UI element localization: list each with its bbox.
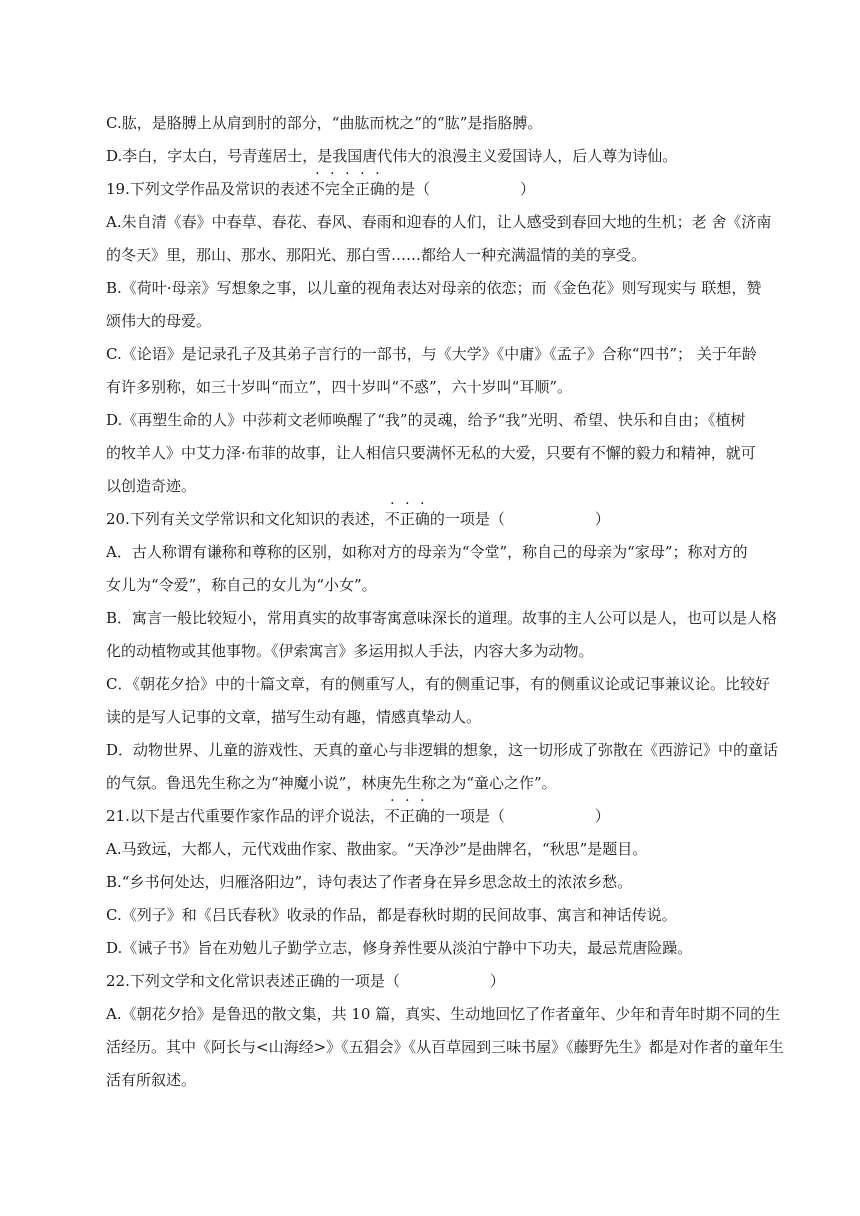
- option-b-line-1: B．寓言一般比较短小，常用真实的故事寄寓意味深长的道理。故事的主人公可以是人，也可以是人格: [106, 609, 778, 627]
- option-d-line-2: 的气氛。鲁迅先生称之为“神魔小说”，林庚先生称之为“童心之作”。: [106, 774, 557, 792]
- emphasis-dot-char: 正: [399, 510, 415, 528]
- close-paren: ）: [594, 510, 610, 528]
- question-stem: 22.下列文学和文化常识表述正确的一项是（: [106, 972, 400, 990]
- option-b-line-2: 颂伟大的母爱。: [106, 312, 212, 330]
- close-paren: ）: [594, 807, 610, 825]
- close-paren: ）: [489, 972, 505, 990]
- option-a-line-2: 活经历。其中《阿长与<山海经>》《五猖会》《从百草园到三味书屋》《藤野先生》都是对作者的童年生: [106, 1038, 784, 1056]
- option-a-line-1: A．古人称谓有谦称和尊称的区别，如称对方的母亲为“令堂”，称自己的母亲为“家母”；称对方的: [106, 543, 748, 561]
- option-d: D.《诫子书》旨在劝勉儿子勤学立志，修身养性要从淡泊宁静中下功夫，最忌荒唐险躁。: [106, 939, 693, 957]
- emphasis-dot-char: 正: [399, 807, 415, 825]
- question-stem: 20.下列有关文学常识和文化知识的表述，: [106, 510, 385, 528]
- question-stem-end: 的一项是（: [429, 510, 505, 528]
- option-d-line-2: 的牧羊人》中艾力泽·布菲的故事，让人相信只要满怀无私的大爱，只要有不懈的毅力和精神，就可: [106, 444, 756, 462]
- option-b-line-2: 化的动植物或其他事物。《伊索寓言》多运用拟人手法，内容大多为动物。: [106, 642, 594, 660]
- emphasis-dot-char: 不: [384, 510, 400, 528]
- question-19: [106, 178, 786, 200]
- question-stem: 21.以下是古代重要作家作品的评介说法，: [106, 807, 385, 825]
- option-b: B.“乡书何处达，归雁洛阳边”，诗句表达了作者身在异乡思念故土的浓浓乡愁。: [106, 873, 633, 891]
- question-20: [106, 508, 786, 530]
- emphasis-dot-char: 不: [309, 180, 325, 198]
- emphasized-word: [385, 807, 430, 825]
- question-stem: 19.下列文学作品及常识的表述: [106, 180, 310, 198]
- option-c: C.《列子》和《吕氏春秋》收录的作品，都是春秋时期的民间故事、寓言和神话传说。: [106, 906, 677, 924]
- option-a: A.马致远，大都人，元代戏曲作家、散曲家。“天净沙”是曲牌名，“秋思”是题目。: [106, 840, 648, 858]
- option-a-line-1: A.朱自清《春》中春草、春花、春风、春雨和迎春的人们，让人感受到春回大地的生机；老 舍《济南: [106, 213, 772, 231]
- question-21: [106, 805, 786, 827]
- option-d-line-3: 以创造奇迹。: [106, 477, 197, 495]
- option-d: D.李白，字太白，号青莲居士，是我国唐代伟大的浪漫主义爱国诗人，后人尊为诗仙。: [106, 147, 678, 165]
- question-stem-end: 的一项是（: [429, 807, 505, 825]
- option-c-line-2: 有许多别称，如三十岁叫“而立”，四十岁叫“不惑”，六十岁叫“耳顺”。: [106, 378, 573, 396]
- option-c-line-2: 读的是写人记事的文章，描写生动有趣，情感真挚动人。: [106, 708, 482, 726]
- option-d-line-1: D.《再塑生命的人》中莎莉文老师唤醒了“我”的灵魂，给予“我”光明、希望、快乐和自由；《植树: [106, 411, 746, 429]
- question-22: [106, 970, 786, 992]
- emphasis-dot-char: 全: [339, 180, 355, 198]
- option-b-line-1: B.《荷叶·母亲》写想象之事，以儿童的视角表达对母亲的依恋；而《金色花》则写现实与 联想，赞: [106, 279, 762, 297]
- emphasis-dot-char: 完: [324, 180, 340, 198]
- option-a-line-1: A.《朝花夕拾》是鲁迅的散文集，共 10 篇，真实、生动地回忆了作者童年、少年和青年时期不同的生: [106, 1005, 781, 1023]
- option-d-line-1: D．动物世界、儿童的游戏性、天真的童心与非逻辑的想象，这一切形成了弥散在《西游记》中的童话: [106, 741, 779, 759]
- question-stem-end: 的是（: [384, 180, 430, 198]
- option-a-line-2: 的冬天》里，那山、那水、那阳光、那白雪……都给人一种充满温情的美的享受。: [106, 246, 647, 264]
- option-a-line-3: 活有所叙述。: [106, 1071, 197, 1089]
- option-c-line-1: C．《朝花夕拾》中的十篇文章，有的侧重写人，有的侧重记事，有的侧重议论或记事兼议论。比较好: [106, 675, 770, 693]
- emphasized-word: [385, 510, 430, 528]
- option-c: C.肱，是胳膊上从肩到肘的部分，“曲肱而枕之”的“肱”是指胳膊。: [106, 114, 543, 132]
- emphasis-dot-char: 确: [369, 180, 385, 198]
- option-a-line-2: 女儿为“令爱”，称自己的女儿为“小女”。: [106, 576, 377, 594]
- emphasis-dot-char: 确: [414, 510, 430, 528]
- emphasis-dot-char: 不: [384, 807, 400, 825]
- emphasis-dot-char: 确: [414, 807, 430, 825]
- emphasis-dot-char: 正: [354, 180, 370, 198]
- emphasized-word: [310, 180, 385, 198]
- close-paren: ）: [519, 180, 535, 198]
- option-c-line-1: C.《论语》是记录孔子及其弟子言行的一部书，与《大学》《中庸》《孟子》合称“四书”； 关于年龄: [106, 345, 757, 363]
